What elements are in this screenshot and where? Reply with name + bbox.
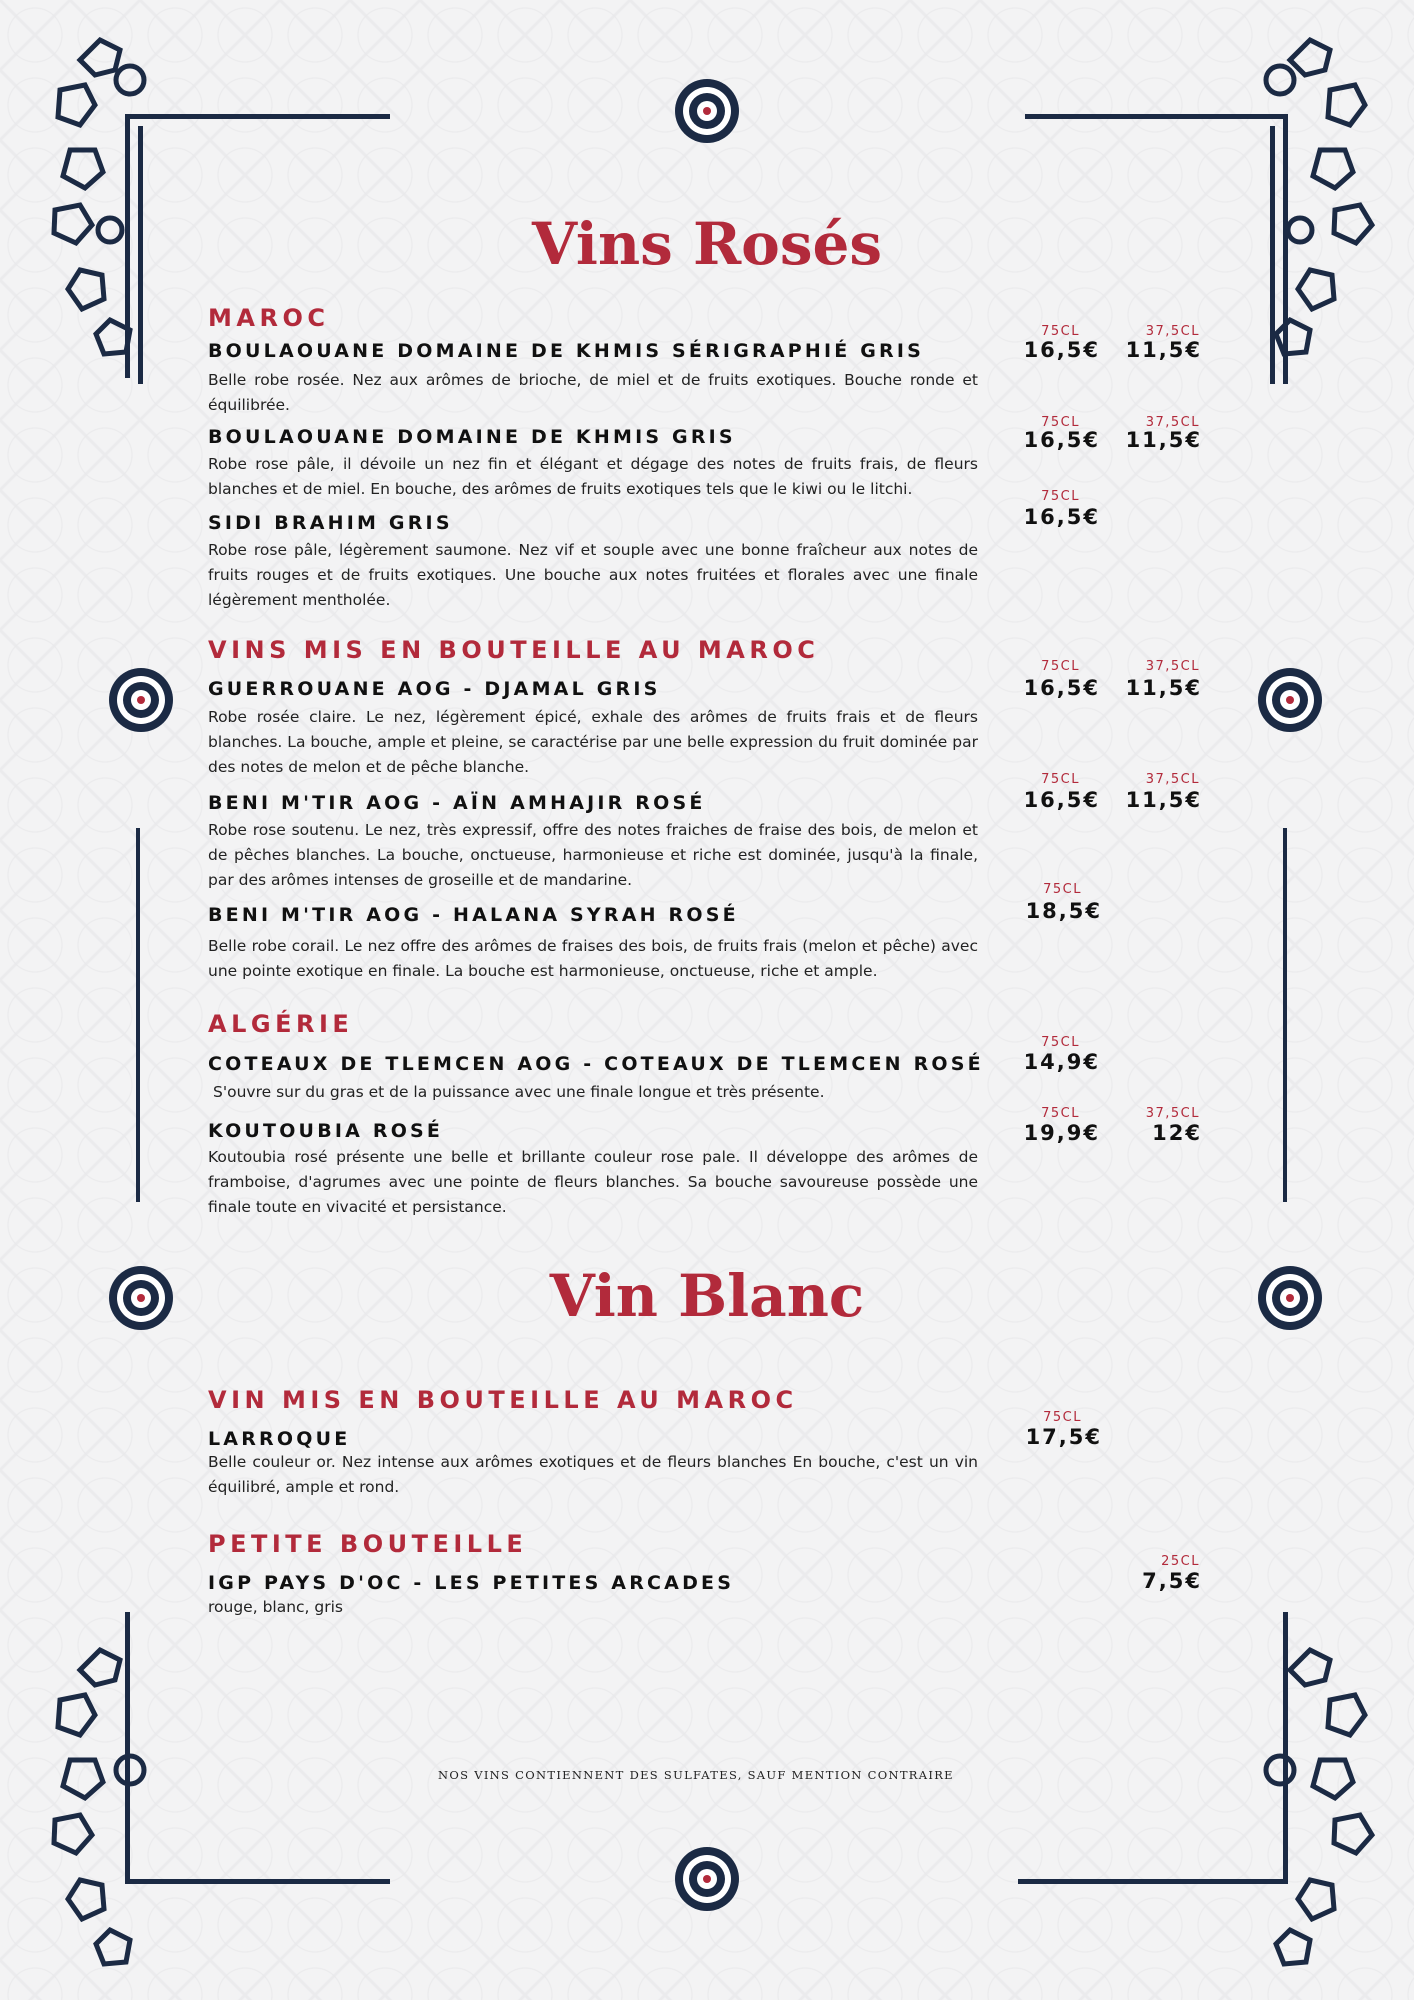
- price-75: 18,5€: [1025, 899, 1102, 923]
- wine-name: BENI M'TIR AOG - AÏN AMHAJIR ROSÉ: [208, 792, 706, 814]
- size-label-75: 75CL: [1041, 772, 1080, 787]
- frame-line: [1018, 1879, 1288, 1884]
- wine-name: LARROQUE: [208, 1428, 351, 1450]
- corner-ornament-bottom-left: [40, 1640, 160, 1970]
- frame-line: [136, 828, 140, 1202]
- wine-name: KOUTOUBIA ROSÉ: [208, 1120, 444, 1142]
- size-label-375: 37,5CL: [1145, 1106, 1200, 1121]
- group-header-petite: PETITE BOUTEILLE: [208, 1530, 528, 1558]
- size-label-75: 75CL: [1041, 1106, 1080, 1121]
- price-75: 14,9€: [1023, 1050, 1100, 1074]
- size-label-375: 37,5CL: [1145, 415, 1200, 430]
- price-375: 11,5€: [1125, 428, 1202, 452]
- wine-name: IGP PAYS D'OC - LES PETITES ARCADES: [208, 1572, 735, 1594]
- size-label-75: 75CL: [1043, 882, 1082, 897]
- wine-name: BOULAOUANE DOMAINE DE KHMIS GRIS: [208, 426, 736, 448]
- size-label-75: 75CL: [1041, 1035, 1080, 1050]
- wine-description: rouge, blanc, gris: [208, 1598, 344, 1616]
- wine-name: BENI M'TIR AOG - HALANA SYRAH ROSÉ: [208, 904, 739, 926]
- price-75: 19,9€: [1023, 1121, 1100, 1145]
- frame-line: [125, 1612, 130, 1884]
- price-75: 17,5€: [1025, 1425, 1102, 1449]
- size-label-75: 75CL: [1041, 324, 1080, 339]
- group-header-algerie: ALGÉRIE: [208, 1010, 354, 1038]
- size-label-75: 75CL: [1041, 415, 1080, 430]
- price-375: 11,5€: [1125, 676, 1202, 700]
- frame-line: [125, 114, 390, 119]
- size-label-75: 75CL: [1041, 489, 1080, 504]
- price-375: 11,5€: [1125, 788, 1202, 812]
- size-label-375: 37,5CL: [1145, 659, 1200, 674]
- rosette-icon: [672, 1844, 742, 1914]
- sulfites-notice: NOS VINS CONTIENNENT DES SULFATES, SAUF MENTION CONTRAIRE: [438, 1768, 954, 1782]
- size-label-375: 37,5CL: [1145, 324, 1200, 339]
- wine-description: Robe rose pâle, légèrement saumone. Nez vif et souple avec une bonne fraîcheur aux notes de fruits rouges et de fruits exotiques. Une bouche aux notes fruitées et florales avec une finale légèrement mentholée.: [208, 541, 978, 609]
- wine-name: SIDI BRAHIM GRIS: [208, 512, 453, 534]
- section-title-roses: Vins Rosés: [531, 210, 883, 278]
- wine-description: Robe rose soutenu. Le nez, très expressif, offre des notes fraiches de fraise des bois, de melon et de pêches blanches. La bouche, onctueuse, harmonieuse et riche est dominée, jusqu'à la finale, par des arômes intenses de groseille et de mandarine.: [208, 821, 978, 889]
- rosette-icon: [672, 76, 742, 146]
- size-label-375: 37,5CL: [1145, 772, 1200, 787]
- wine-description: Belle couleur or. Nez intense aux arômes exotiques et de fleurs blanches En bouche, c'est un vin équilibré, ample et rond.: [208, 1453, 978, 1496]
- price-75: 16,5€: [1023, 505, 1100, 529]
- price-375: 11,5€: [1125, 338, 1202, 362]
- group-header-blanc-bottled: VIN MIS EN BOUTEILLE AU MAROC: [208, 1386, 798, 1414]
- price-75: 16,5€: [1023, 428, 1100, 452]
- wine-name: GUERROUANE AOG - DJAMAL GRIS: [208, 678, 661, 700]
- wine-description: Belle robe corail. Le nez offre des arômes de fraises des bois, de fruits frais (melon et pêche) avec une pointe exotique en finale. La bouche est harmonieuse, onctueuse, riche et ample.: [208, 937, 978, 980]
- price-375: 12€: [1152, 1121, 1202, 1145]
- wine-description: Robe rosée claire. Le nez, légèrement épicé, exhale des arômes de fruits frais et de fleurs blanches. La bouche, ample et pleine, se caractérise par une belle expression du fruit dominée par des notes de melon et de pêche blanche.: [208, 708, 978, 776]
- size-label-75: 75CL: [1041, 659, 1080, 674]
- price-25: 7,5€: [1142, 1569, 1202, 1593]
- size-label-75: 75CL: [1043, 1410, 1082, 1425]
- frame-line: [125, 1879, 390, 1884]
- size-label-25: 25CL: [1161, 1554, 1200, 1569]
- group-header-maroc: MAROC: [208, 304, 330, 332]
- wine-description: S'ouvre sur du gras et de la puissance avec une finale longue et très présente.: [213, 1083, 825, 1101]
- wine-name: COTEAUX DE TLEMCEN AOG - COTEAUX DE TLEMCEN ROSÉ: [208, 1053, 984, 1075]
- price-75: 16,5€: [1023, 676, 1100, 700]
- frame-line: [1283, 828, 1287, 1202]
- frame-line: [1025, 114, 1288, 119]
- frame-line: [1283, 1612, 1288, 1884]
- section-title-blanc: Vin Blanc: [549, 1262, 865, 1330]
- group-header-maroc-bottled: VINS MIS EN BOUTEILLE AU MAROC: [208, 636, 820, 664]
- price-75: 16,5€: [1023, 338, 1100, 362]
- wine-name: BOULAOUANE DOMAINE DE KHMIS SÉRIGRAPHIÉ GRIS: [208, 340, 924, 362]
- corner-ornament-bottom-right: [1250, 1640, 1380, 1970]
- wine-description: Belle robe rosée. Nez aux arômes de brioche, de miel et de fruits exotiques. Bouche ronde et équilibrée.: [208, 371, 978, 414]
- rosette-icon: [1255, 665, 1325, 735]
- wine-description: Koutoubia rosé présente une belle et brillante couleur rose pale. Il développe des arômes de framboise, d'agrumes avec une pointe de fleurs blanches. Sa bouche savoureuse possède une finale toute en vivacité et persistance.: [208, 1148, 978, 1216]
- wine-description: Robe rose pâle, il dévoile un nez fin et élégant et dégage des notes de fruits frais, de fleurs blanches et de miel. En bouche, des arômes de fruits exotiques tels que le kiwi ou le litchi.: [208, 455, 978, 498]
- price-75: 16,5€: [1023, 788, 1100, 812]
- rosette-icon: [106, 665, 176, 735]
